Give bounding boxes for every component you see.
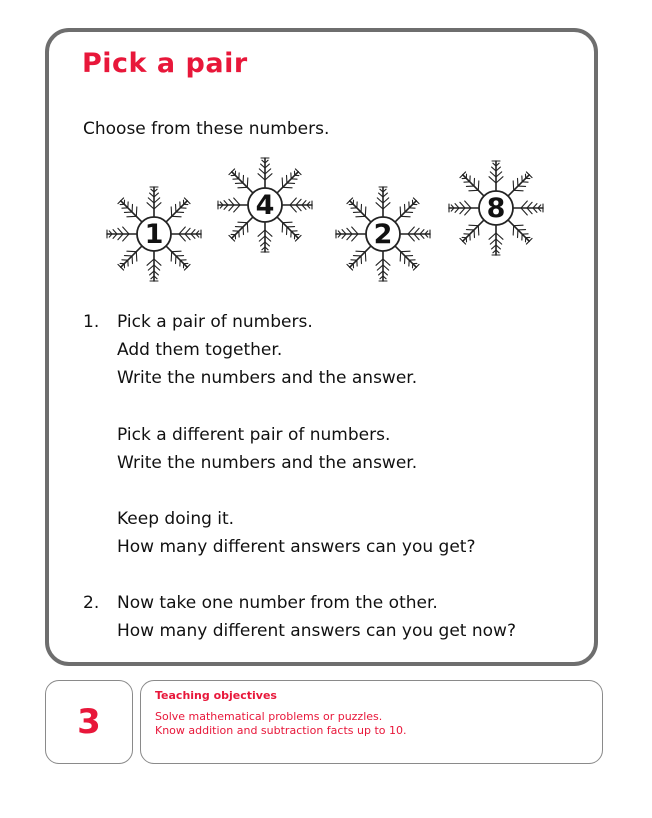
snowflake-number-4 (215, 155, 315, 255)
question-line: Pick a pair of numbers. (117, 312, 313, 332)
question-2 (83, 589, 583, 649)
question-line: Now take one number from the other. (117, 593, 438, 613)
question-line: Write the numbers and the answer. (117, 368, 418, 388)
intro-text: Choose from these numbers. (83, 119, 330, 139)
snowflake-number-8 (446, 158, 546, 258)
number-value: 1 (144, 218, 164, 250)
question-line: Pick a different pair of numbers. (117, 425, 391, 445)
question-line: Keep doing it. (117, 509, 235, 529)
page-number-box (45, 680, 133, 764)
objective-item: Solve mathematical problems or puzzles. (155, 710, 383, 723)
number-value: 4 (255, 189, 275, 221)
page-number: 3 (77, 702, 101, 742)
objective-item: Know addition and subtraction facts up to 10. (155, 724, 407, 737)
question-1 (83, 308, 583, 568)
snowflake-number-2 (333, 184, 433, 284)
snowflake-number-1 (104, 184, 204, 284)
question-number: 1. (83, 312, 100, 332)
question-number: 2. (83, 593, 100, 613)
teaching-objectives-box (140, 680, 603, 764)
number-value: 2 (373, 218, 393, 250)
number-value: 8 (486, 192, 506, 224)
question-line: Add them together. (117, 340, 283, 360)
question-line: How many different answers can you get now? (117, 621, 516, 641)
question-line: Write the numbers and the answer. (117, 453, 418, 473)
question-line: How many different answers can you get? (117, 537, 476, 557)
page-title: Pick a pair (82, 48, 248, 79)
objectives-title: Teaching objectives (155, 689, 277, 702)
